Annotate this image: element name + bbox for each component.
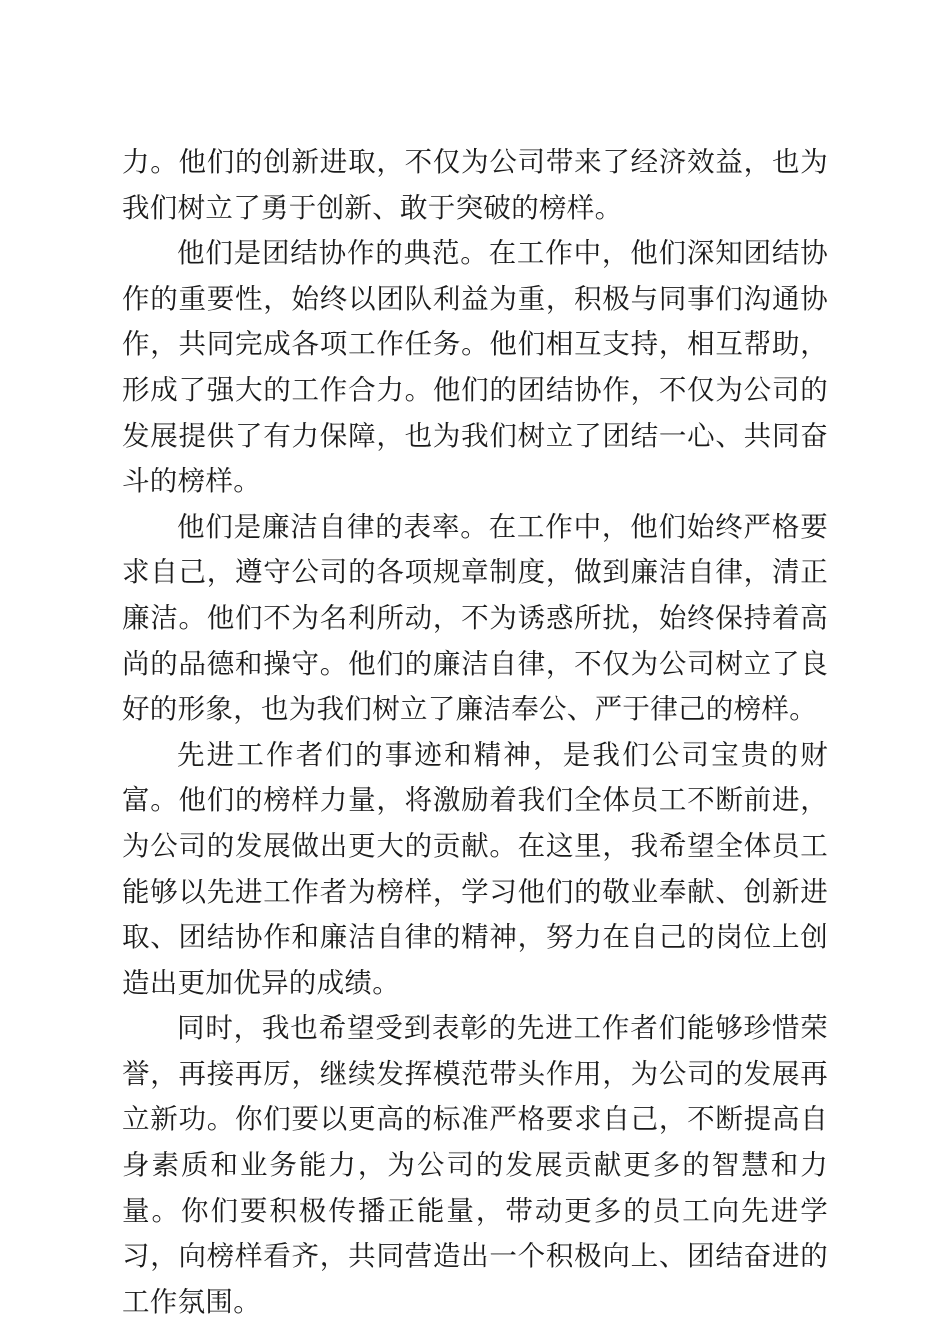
paragraph-continuation: 力。他们的创新进取，不仅为公司带来了经济效益，也为我们树立了勇于创新、敢于突破的榜样。	[122, 146, 828, 224]
paragraph-expectations: 同时，我也希望受到表彰的先进工作者们能够珍惜荣誉，再接再厉，继续发挥模范带头作用，为公司的发展再立新功。你们要以更高的标准严格要求自己，不断提高自身素质和业务能力，为公司的发展贡献更多的智慧和力量。你们要积极传播正能量，带动更多的员工向先进学习，向榜样看齐，共同营造出一个积极向上、团结奋进的工作氛围。	[122, 1012, 828, 1318]
paragraph-integrity: 他们是廉洁自律的表率。在工作中，他们始终严格要求自己，遵守公司的各项规章制度，做到廉洁自律，清正廉洁。他们不为名利所动，不为诱惑所扰，始终保持着高尚的品德和操守。他们的廉洁自律，不仅为公司树立了良好的形象，也为我们树立了廉洁奉公、严于律己的榜样。	[122, 510, 828, 726]
document-body	[122, 140, 828, 1325]
paragraph-teamwork: 他们是团结协作的典范。在工作中，他们深知团结协作的重要性，始终以团队利益为重，积极与同事们沟通协作，共同完成各项工作任务。他们相互支持，相互帮助，形成了强大的工作合力。他们的团结协作，不仅为公司的发展提供了有力保障，也为我们树立了团结一心、共同奋斗的榜样。	[122, 237, 828, 498]
paragraph-role-models: 先进工作者们的事迹和精神，是我们公司宝贵的财富。他们的榜样力量，将激励着我们全体员工不断前进，为公司的发展做出更大的贡献。在这里，我希望全体员工能够以先进工作者为榜样，学习他们的敬业奉献、创新进取、团结协作和廉洁自律的精神，努力在自己的岗位上创造出更加优异的成绩。	[122, 738, 828, 999]
